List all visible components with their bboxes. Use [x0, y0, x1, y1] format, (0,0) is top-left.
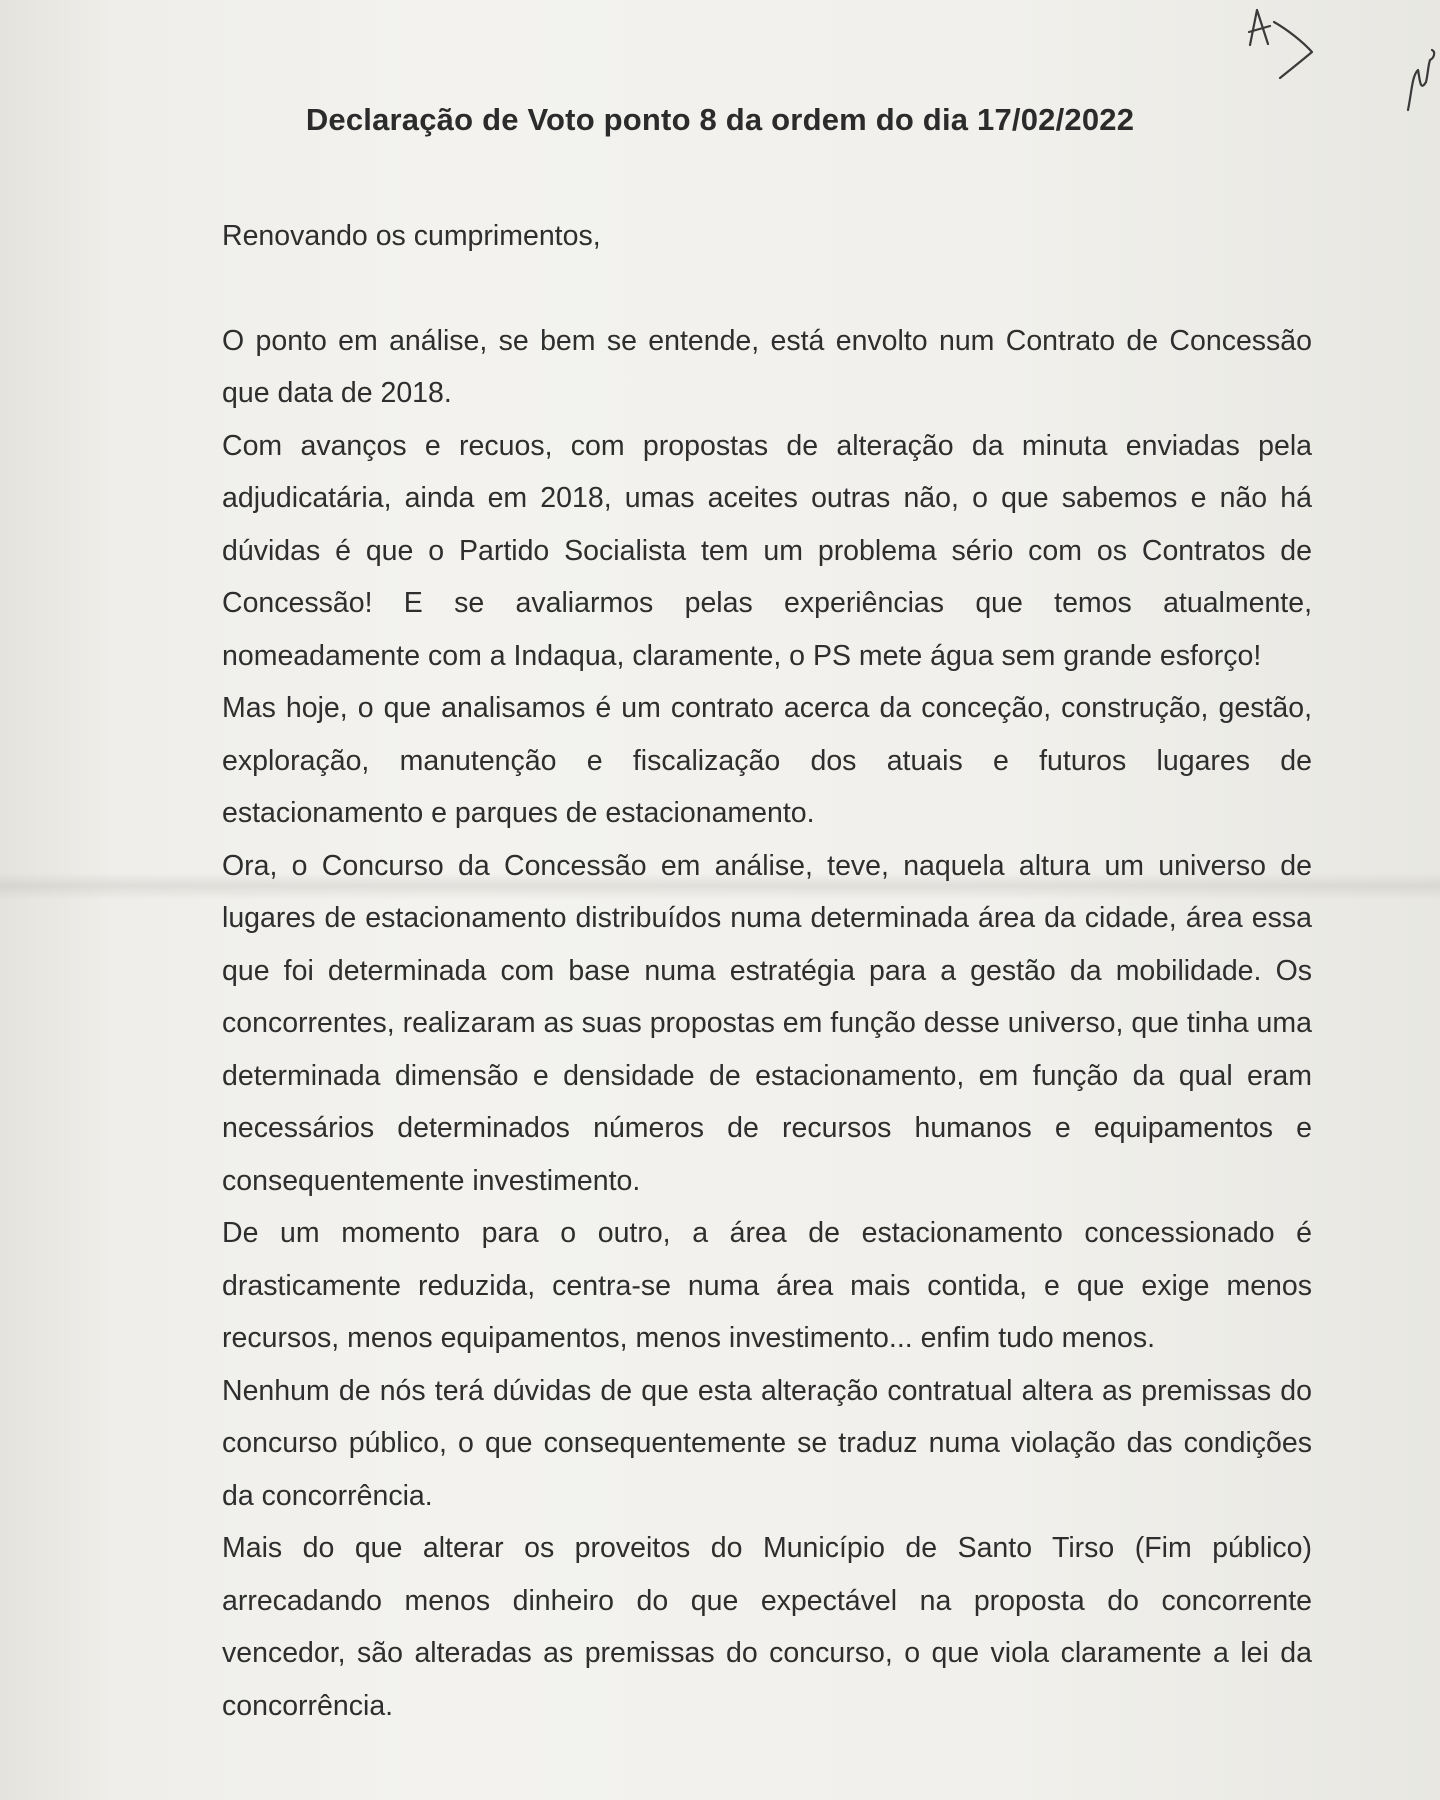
paragraph-3: Mas hoje, o que analisamos é um contrato acerca da conceção, construção, gestão, exploração, manutenção e fiscalização dos atuais e futuros lugares de estacionamento e parques de estacionamento.: [222, 692, 1312, 829]
document-body: [222, 210, 1312, 1732]
handwritten-mark-initial: [1408, 50, 1434, 110]
paragraph-1: O ponto em análise, se bem se entende, está envolto num Contrato de Concessão que data de 2018.: [222, 324, 1312, 409]
handwritten-mark-a: [1249, 10, 1270, 45]
paragraph-5: De um momento para o outro, a área de estacionamento concessionado é drasticamente reduzida, centra-se numa área mais contida, e que exige menos recursos, menos equipamentos, menos investimento... enfim tudo menos.: [222, 1217, 1312, 1354]
document-title: Declaração de Voto ponto 8 da ordem do dia 17/02/2022: [305, 102, 1135, 137]
paragraph-2: Com avanços e recuos, com propostas de alteração da minuta enviadas pela adjudicatária, ainda em 2018, umas aceites outras não, o que sabemos e não há dúvidas é que o Partido Socialista tem um problema sério com os Contratos de Concessão! E se avaliarmos pelas experiências que temos atualmente, nomeadamente com a Indaqua, claramente, o PS mete água sem grande esforço!: [222, 429, 1312, 672]
paragraph-7: Mais do que alterar os proveitos do Município de Santo Tirso (Fim público) arrecadando menos dinheiro do que expectável na proposta do concorrente vencedor, são alteradas as premissas do concurso, o que viola claramente a lei da concorrência.: [222, 1532, 1312, 1722]
paragraph-4: Ora, o Concurso da Concessão em análise, teve, naquela altura um universo de lugares de estacionamento distribuídos numa determinada área da cidade, área essa que foi determinada com base numa estratégia para a gestão da mobilidade. Os concorrentes, realizaram as suas propostas em função desse universo, que tinha uma determinada dimensão e densidade de estacionamento, em função da qual eram necessários determinados números de recursos humanos e equipamentos e consequentemente investimento.: [222, 849, 1312, 1197]
paragraph-6: Nenhum de nós terá dúvidas de que esta alteração contratual altera as premissas do concurso público, o que consequentemente se traduz numa violação das condições da concorrência.: [222, 1374, 1312, 1512]
greeting-line: Renovando os cumprimentos,: [222, 220, 601, 252]
handwritten-mark-arrow: [1274, 22, 1312, 78]
